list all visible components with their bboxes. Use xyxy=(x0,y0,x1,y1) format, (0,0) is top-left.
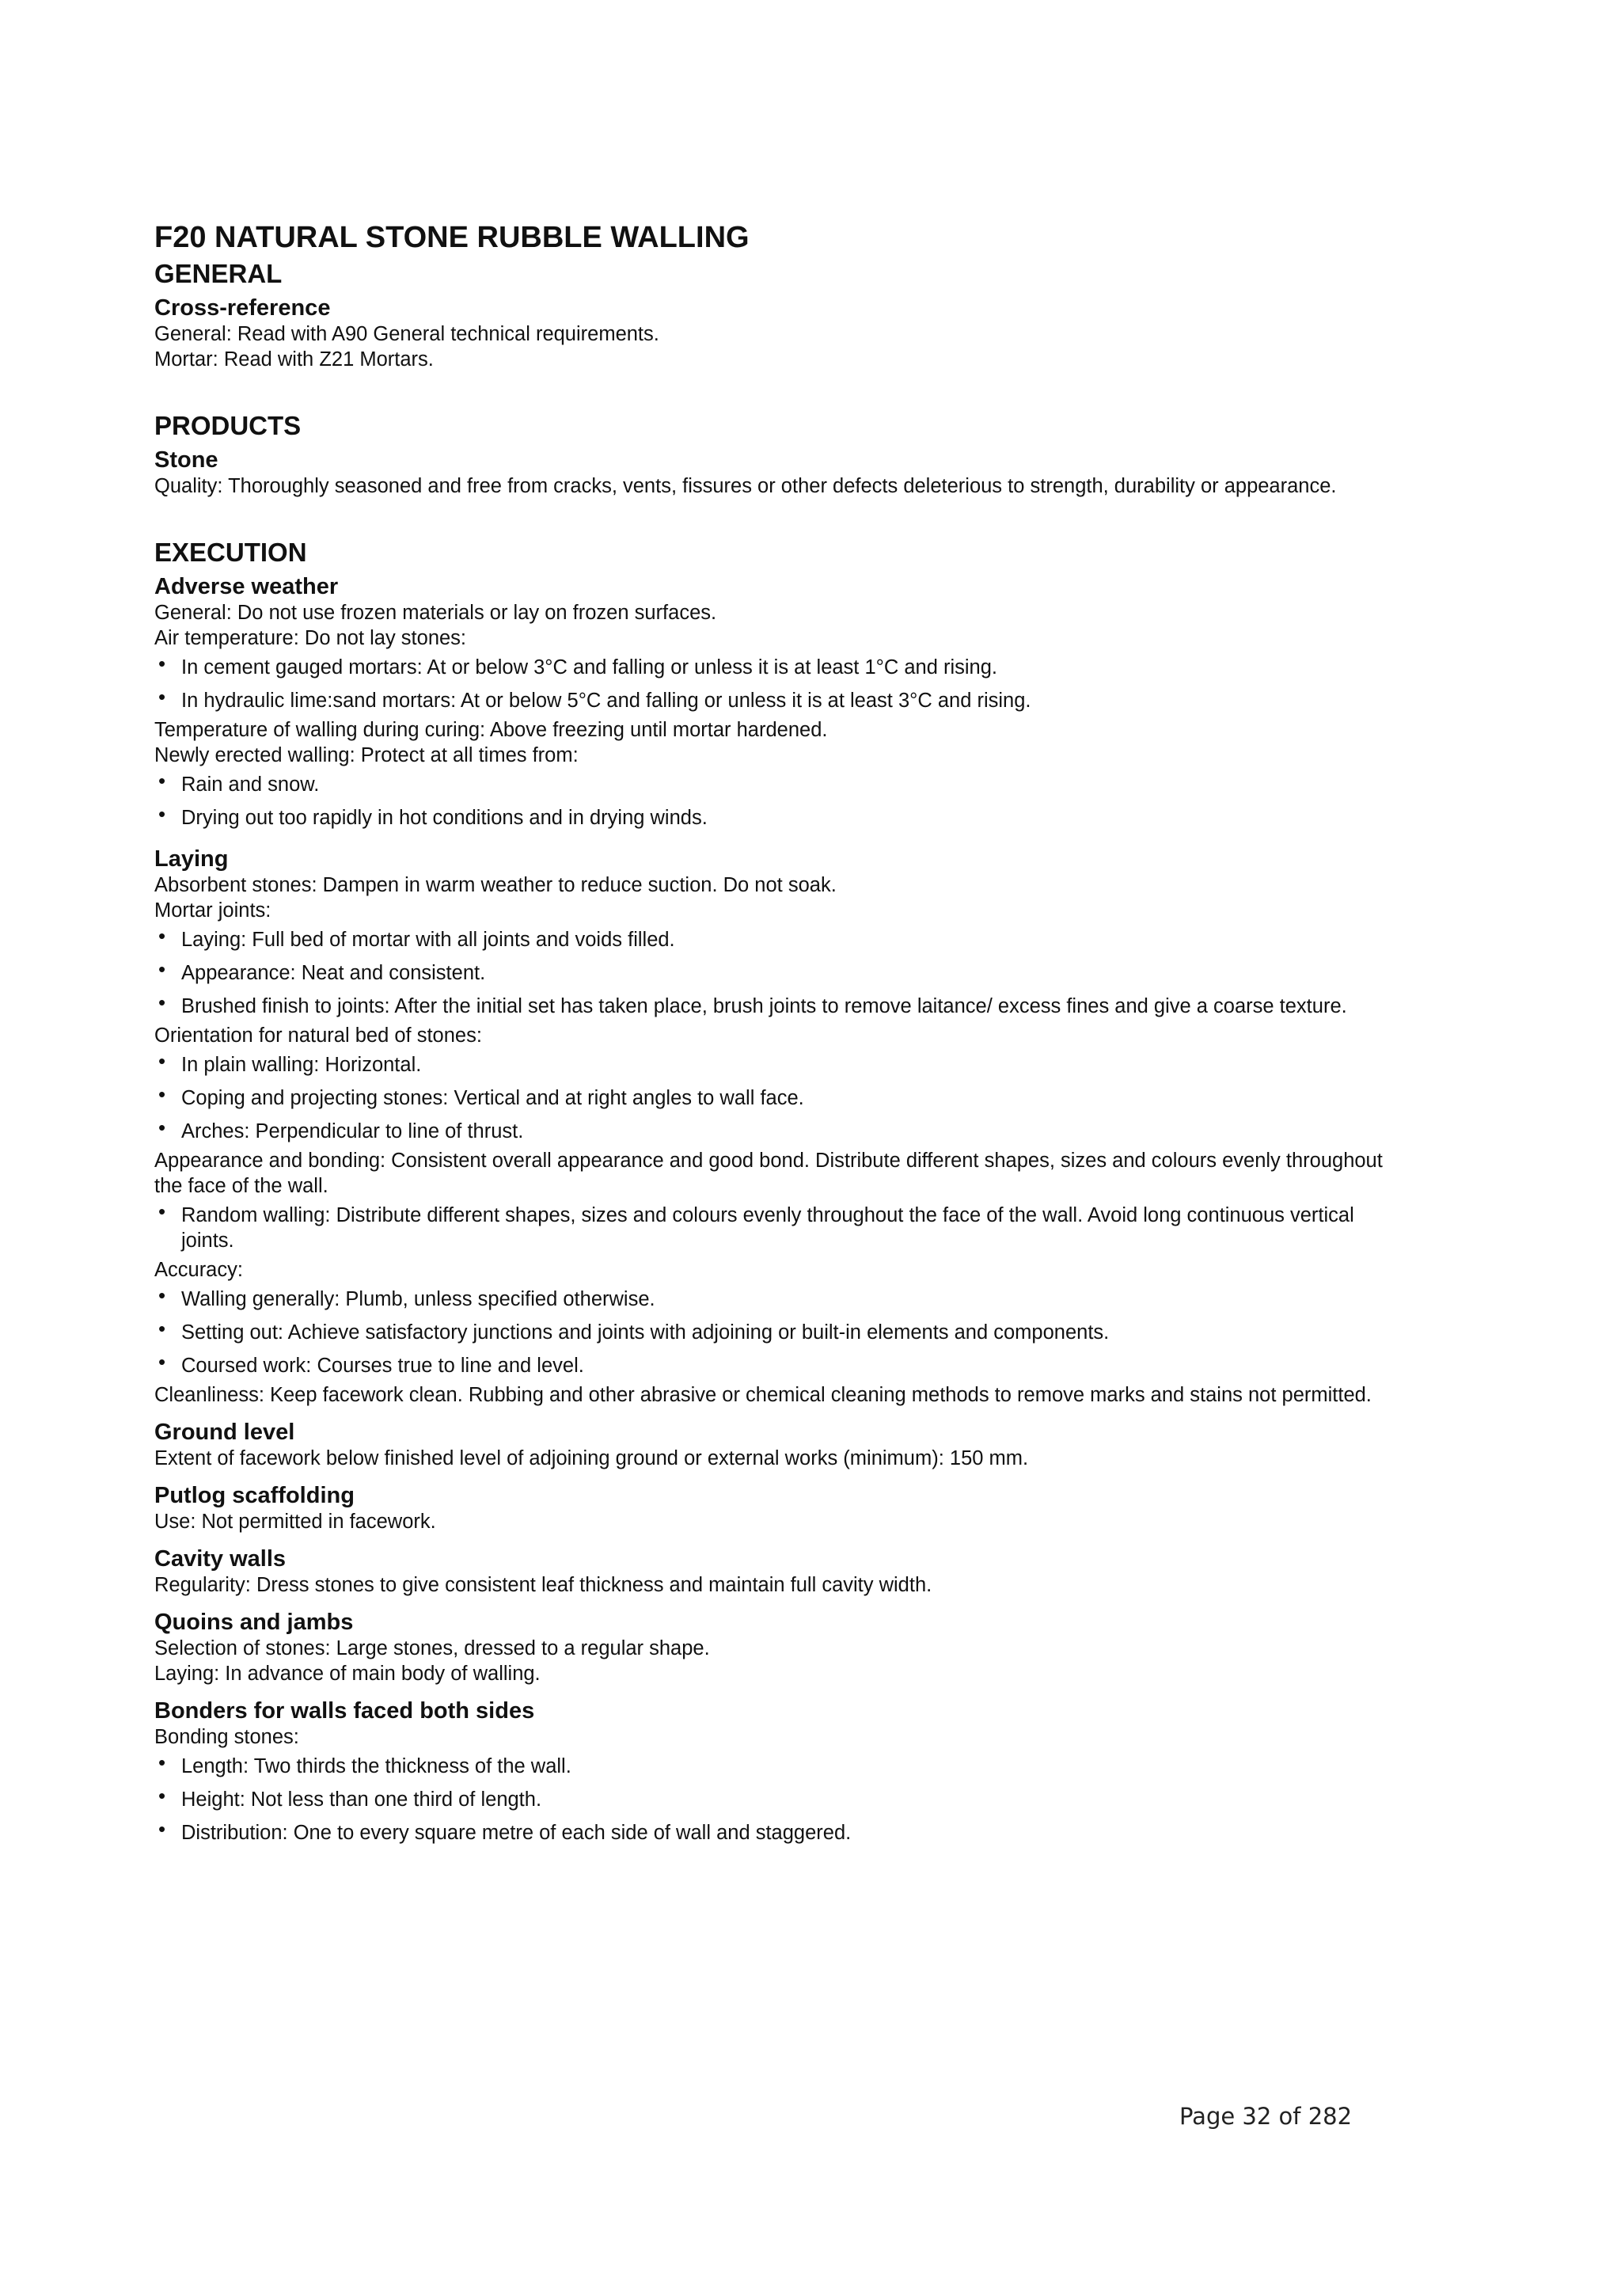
bullet-item xyxy=(154,1115,1389,1148)
bullet-icon: • xyxy=(158,957,166,981)
bullet-text: Setting out: Achieve satisfactory junctions and joints with adjoining or built-in elements and components. xyxy=(181,1321,1110,1344)
clause-text: Appearance and bonding: Consistent overall appearance and good bond. Distribute different shapes, sizes and colours evenly throughout the face of the wall. xyxy=(154,1150,1383,1197)
bullet-text: Length: Two thirds the thickness of the wall. xyxy=(181,1755,571,1777)
clause-text: Laying: In advance of main body of walling. xyxy=(154,1663,541,1685)
clause-heading: Stone xyxy=(154,447,218,473)
bullet-item xyxy=(154,651,1389,684)
clause-text: Orientation for natural bed of stones: xyxy=(154,1024,482,1047)
bullet-item xyxy=(154,1048,1389,1081)
page-number: Page 32 of 282 xyxy=(1179,2103,1353,2130)
bullet-text: Drying out too rapidly in hot conditions and in drying winds. xyxy=(181,807,708,829)
bullet-text: Random walling: Distribute different shapes, sizes and colours evenly throughout the face of the wall. Avoid long continuous vertical joints. xyxy=(181,1204,1354,1252)
bullet-text: Distribution: One to every square metre of each side of wall and staggered. xyxy=(181,1822,852,1844)
clause-text: Mortar joints: xyxy=(154,899,271,922)
bullet-text: In plain walling: Horizontal. xyxy=(181,1054,422,1076)
clause-text: General: Do not use frozen materials or lay on frozen surfaces. xyxy=(154,602,717,624)
clause-text: Cleanliness: Keep facework clean. Rubbing and other abrasive or chemical cleaning methods to remove marks and stains not permitted. xyxy=(154,1384,1372,1406)
clause-text: Temperature of walling during curing: Above freezing until mortar hardened. xyxy=(154,719,828,741)
clause-text: Use: Not permitted in facework. xyxy=(154,1511,436,1533)
bullet-item xyxy=(154,1349,1389,1382)
clause-heading: Quoins and jambs xyxy=(154,1610,354,1635)
page-content xyxy=(154,219,1389,1861)
bullet-text: In hydraulic lime:sand mortars: At or below 5°C and falling or unless it is at least 3°C and rising. xyxy=(181,690,1031,712)
bullet-item xyxy=(154,1081,1389,1115)
bullet-icon: • xyxy=(158,1817,166,1841)
clause-laying xyxy=(154,846,1389,1408)
clause-text: Bonding stones: xyxy=(154,1726,299,1748)
document-title: F20 NATURAL STONE RUBBLE WALLING xyxy=(154,221,750,254)
clause-heading: Bonders for walls faced both sides xyxy=(154,1698,535,1724)
clause-heading: Laying xyxy=(154,846,229,872)
bullet-icon: • xyxy=(158,1317,166,1340)
clause-text: Air temperature: Do not lay stones: xyxy=(154,627,467,649)
bullet-item xyxy=(154,1283,1389,1316)
bullet-item xyxy=(154,1199,1389,1257)
clause-bonders xyxy=(154,1697,1389,1849)
bullet-text: Walling generally: Plumb, unless specified otherwise. xyxy=(181,1288,655,1310)
bullet-text: Laying: Full bed of mortar with all joints and voids filled. xyxy=(181,929,675,951)
clause-putlog-scaffolding xyxy=(154,1482,1389,1534)
bullet-text: Arches: Perpendicular to line of thrust. xyxy=(181,1120,524,1142)
section-heading-general: GENERAL xyxy=(154,259,283,288)
bullet-icon: • xyxy=(158,1283,166,1307)
section-execution xyxy=(154,537,1389,1849)
bullet-text: Coping and projecting stones: Vertical and at right angles to wall face. xyxy=(181,1087,804,1109)
bullet-icon: • xyxy=(158,1199,166,1223)
section-general xyxy=(154,258,1389,372)
bullet-item xyxy=(154,956,1389,990)
bullet-icon: • xyxy=(158,1082,166,1106)
bullet-icon: • xyxy=(158,1350,166,1374)
clause-text: Extent of facework below finished level of adjoining ground or external works (minimum): 150 mm. xyxy=(154,1447,1029,1469)
bullet-icon: • xyxy=(158,990,166,1014)
bullet-item xyxy=(154,1783,1389,1816)
bullet-icon: • xyxy=(158,1049,166,1073)
bullet-item xyxy=(154,990,1389,1023)
bullet-icon: • xyxy=(158,1784,166,1808)
bullet-item xyxy=(154,768,1389,801)
section-heading-products: PRODUCTS xyxy=(154,411,302,440)
clause-text: General: Read with A90 General technical requirements. xyxy=(154,323,659,345)
bullet-item xyxy=(154,1750,1389,1783)
clause-text: Quality: Thoroughly seasoned and free from cracks, vents, fissures or other defects deleterious to strength, durability or appearance. xyxy=(154,475,1337,497)
clause-text: Newly erected walling: Protect at all times from: xyxy=(154,744,579,766)
bullet-item xyxy=(154,1816,1389,1849)
bullet-text: Height: Not less than one third of length. xyxy=(181,1789,542,1811)
bullet-icon: • xyxy=(158,685,166,709)
bullet-text: In cement gauged mortars: At or below 3°C and falling or unless it is at least 1°C and rising. xyxy=(181,656,998,679)
clause-heading: Cross-reference xyxy=(154,295,331,321)
clause-stone xyxy=(154,447,1389,499)
bullet-icon: • xyxy=(158,802,166,826)
clause-heading: Cavity walls xyxy=(154,1546,287,1572)
clause-heading: Putlog scaffolding xyxy=(154,1483,355,1508)
section-heading-execution: EXECUTION xyxy=(154,538,307,567)
bullet-icon: • xyxy=(158,924,166,948)
bullet-item xyxy=(154,1316,1389,1349)
clause-text: Accuracy: xyxy=(154,1259,243,1281)
clause-heading: Adverse weather xyxy=(154,574,339,599)
section-products xyxy=(154,410,1389,499)
clause-text: Mortar: Read with Z21 Mortars. xyxy=(154,348,434,371)
clause-text: Absorbent stones: Dampen in warm weather to reduce suction. Do not soak. xyxy=(154,874,837,896)
clause-cross-reference xyxy=(154,295,1389,372)
bullet-icon: • xyxy=(158,1751,166,1774)
bullet-item xyxy=(154,684,1389,717)
bullet-text: Rain and snow. xyxy=(181,774,320,796)
bullet-text: Appearance: Neat and consistent. xyxy=(181,962,486,984)
clause-text: Selection of stones: Large stones, dressed to a regular shape. xyxy=(154,1637,710,1659)
bullet-item xyxy=(154,801,1389,834)
bullet-icon: • xyxy=(158,769,166,793)
bullet-item xyxy=(154,923,1389,956)
clause-text: Regularity: Dress stones to give consistent leaf thickness and maintain full cavity width. xyxy=(154,1574,932,1596)
bullet-text: Brushed finish to joints: After the initial set has taken place, brush joints to remove laitance/ excess fines and give a coarse texture. xyxy=(181,995,1347,1017)
clause-cavity-walls xyxy=(154,1545,1389,1598)
bullet-icon: • xyxy=(158,1116,166,1139)
bullet-icon: • xyxy=(158,652,166,675)
clause-ground-level xyxy=(154,1419,1389,1471)
clause-adverse-weather xyxy=(154,573,1389,834)
clause-quoins-jambs xyxy=(154,1609,1389,1686)
clause-heading: Ground level xyxy=(154,1420,295,1445)
bullet-text: Coursed work: Courses true to line and level. xyxy=(181,1355,584,1377)
